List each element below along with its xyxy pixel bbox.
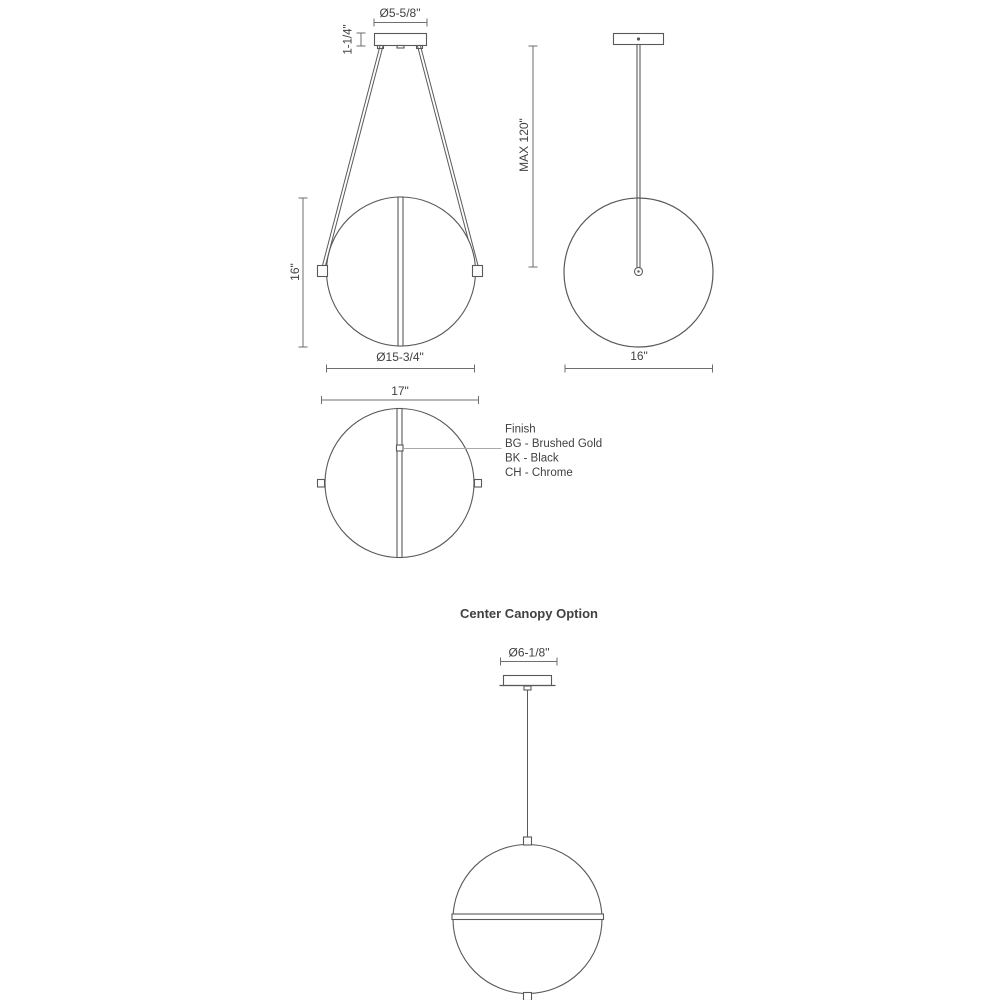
side-stem-hub-center [637, 270, 639, 272]
finish-title: Finish [505, 423, 536, 436]
side-view [517, 34, 713, 373]
finish-option-bk: BK - Black [505, 452, 559, 465]
finish-option-ch: CH - Chrome [505, 467, 573, 479]
center-canopy-heading: Center Canopy Option [460, 606, 598, 621]
top-left-tab [318, 480, 325, 488]
top-center-connector [397, 445, 404, 451]
front-canopy [375, 34, 427, 46]
center-canopy-view [452, 606, 604, 1000]
front-canopy-height-dimline [357, 33, 366, 46]
center-shade-band [452, 914, 604, 920]
top-right-tab [475, 480, 482, 488]
center-bottom-finial [524, 993, 532, 1000]
front-shade-diameter-dimline [327, 365, 475, 373]
side-max-height-label: MAX 120" [517, 118, 531, 172]
front-canopy-diameter-label: Ø5-5/8" [379, 6, 421, 20]
front-canopy-height-label: 1-1/4" [342, 24, 355, 55]
center-canopy-nipple [524, 686, 531, 690]
top-view [318, 384, 603, 558]
finish-option-bg: BG - Brushed Gold [505, 438, 603, 450]
side-shade-width-dimline [565, 365, 713, 373]
front-shade-height-label: 16" [288, 263, 302, 281]
front-right-cable-connector [473, 266, 483, 277]
center-canopy-diameter-label: Ø6-1/8" [508, 645, 550, 660]
side-stem [637, 45, 640, 268]
front-canopy-center-nub [397, 46, 404, 49]
front-view [288, 6, 483, 373]
front-center-rod [398, 197, 403, 346]
side-shade-width-label: 16" [630, 349, 648, 363]
center-cable-connector [524, 837, 532, 845]
front-shade-diameter-label: Ø15-3/4" [376, 350, 424, 364]
finish-callout [505, 424, 602, 480]
top-center-rod [397, 409, 402, 558]
front-left-cable-connector [318, 266, 328, 277]
top-overall-width-label: 17" [391, 384, 409, 398]
center-canopy [504, 676, 552, 686]
side-canopy-screw [637, 37, 640, 40]
